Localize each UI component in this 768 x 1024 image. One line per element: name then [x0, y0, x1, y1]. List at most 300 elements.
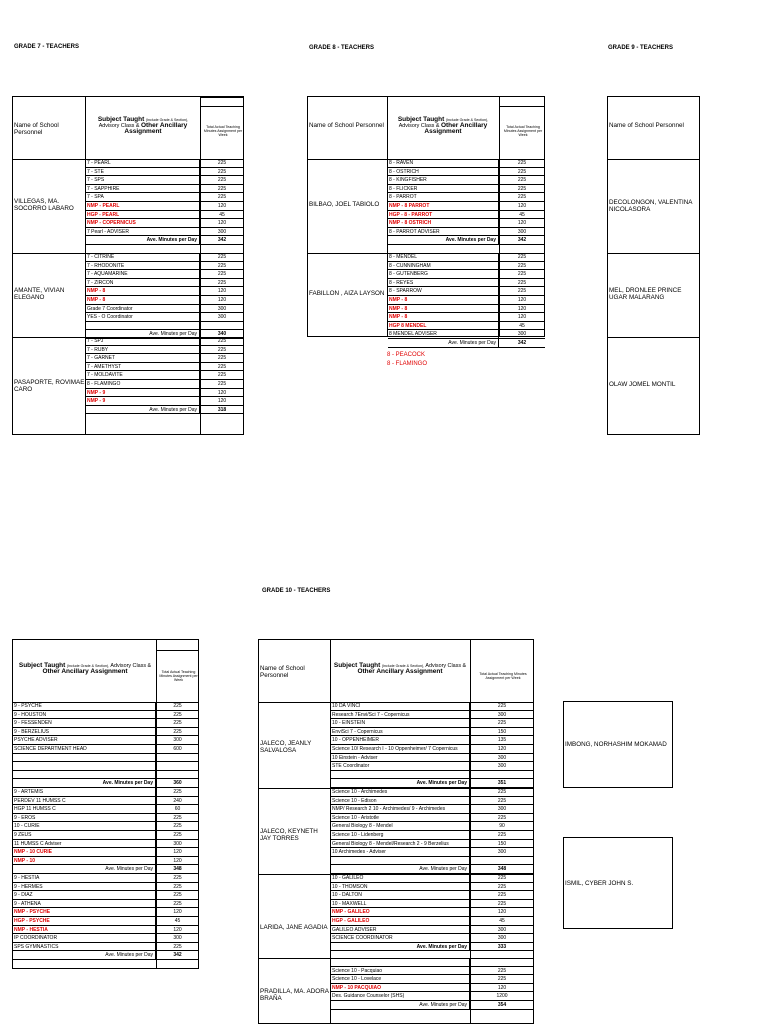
teacher-name: JALECO, JEANLY SALVALOSA: [260, 740, 312, 754]
assignment-subject: PERDEV 11 HUMSS C: [13, 797, 156, 805]
assignment-minutes: 225: [517, 168, 527, 175]
assignment-row: [86, 389, 244, 398]
assignment-subject: 9 - DIAZ: [13, 891, 156, 899]
assignment-subject: Ave. Minutes per Day: [331, 779, 470, 787]
assignment-subject: 8 - CUNNINGHAM: [388, 262, 499, 270]
assignment-minutes: 300: [173, 935, 182, 942]
assignment-row: [331, 908, 534, 917]
assignment-subject: NMP - 10 PACQUIAO: [331, 984, 470, 992]
assignment-subject: 9 - PSYCHE: [13, 702, 156, 710]
assignment-row: [86, 211, 244, 220]
assignment-minutes: 225: [497, 703, 507, 709]
average-row: [86, 406, 244, 415]
assignment-minutes: 225: [217, 262, 227, 269]
assignment-subject: 8 - RAVEN: [388, 159, 499, 167]
assignment-minutes: 225: [217, 254, 227, 260]
assignment-subject: 9 - ARTEMIS: [13, 788, 156, 796]
grade10-title: GRADE 10 - TEACHERS: [262, 588, 331, 594]
assignment-row: [331, 771, 534, 780]
assignment-subject: 8 - MENDEL: [388, 253, 499, 261]
assignment-row: [13, 943, 199, 952]
assignment-row: [331, 831, 534, 840]
assignment-minutes: 348: [173, 866, 182, 873]
assignment-row: [388, 287, 545, 296]
assignment-subject: 7 - SPS: [86, 176, 200, 184]
assignment-subject: Ave. Minutes per Day: [331, 1001, 470, 1009]
assignment-rows: [331, 702, 534, 788]
assignment-subject: 10 - THOMSON: [331, 883, 470, 891]
average-row: [13, 865, 199, 874]
assignment-subject: 8 - REYES: [388, 279, 499, 287]
average-row: [331, 779, 534, 788]
average-row: [388, 236, 545, 245]
assignment-subject: [13, 762, 156, 770]
assignment-row: [86, 253, 244, 262]
assignment-minutes: 45: [499, 917, 505, 924]
assignment-minutes: 225: [497, 892, 507, 899]
assignment-subject: 7 - AQUAMARINE: [86, 270, 200, 278]
assignment-minutes: 342: [173, 952, 182, 959]
assignment-row: [13, 908, 199, 917]
assignment-row: [331, 926, 534, 935]
assignment-minutes: 225: [497, 976, 507, 983]
assignment-minutes: 120: [497, 909, 507, 916]
assignment-row: [86, 270, 244, 279]
teacher-name: MEL, DRONLEE PRINCE UGAR MALARANG: [609, 287, 682, 301]
assignment-subject: 10 DA VINCI: [331, 702, 470, 710]
name-column-header: Name of School Personnel: [309, 122, 384, 129]
assignment-minutes: 120: [517, 305, 527, 312]
assignment-minutes: 225: [217, 185, 227, 192]
assignment-subject: General Biology 8 - Mendel: [331, 822, 470, 830]
assignment-minutes: 225: [497, 720, 507, 727]
assignment-row: [86, 202, 244, 211]
assignment-minutes: 225: [497, 900, 507, 907]
minutes-column-header: Total Actual Teaching Minutes Assignment per Week: [479, 672, 527, 680]
assignment-minutes: 120: [173, 909, 182, 916]
assignment-rows: [388, 253, 545, 348]
loose-section-list: [387, 351, 427, 369]
assignment-subject: 7 - SAPPHIRE: [86, 185, 200, 193]
assignment-row: [86, 371, 244, 380]
assignment-subject: Ave. Minutes per Day: [13, 779, 156, 787]
assignment-row: [331, 745, 534, 754]
assignment-minutes: 225: [517, 254, 527, 260]
assignment-row: [86, 313, 244, 322]
assignment-subject: 7 Pearl - ADVISER: [86, 228, 200, 236]
teacher-name: AMANTE, VIVIAN ELEGANO: [14, 287, 65, 301]
assignment-subject: 9 - ATHENA: [13, 900, 156, 908]
assignment-row: [388, 330, 545, 339]
assignment-minutes: [156, 762, 199, 770]
assignment-minutes: 225: [173, 720, 182, 727]
assignment-minutes: 225: [217, 160, 227, 166]
assignment-row: [13, 745, 199, 754]
assignment-row: [331, 874, 534, 883]
assignment-row: [13, 814, 199, 823]
assignment-subject: Science 10 - Archimedes: [331, 788, 470, 796]
assignment-minutes: 120: [217, 296, 227, 303]
assignment-row: [86, 305, 244, 314]
assignment-minutes: 300: [497, 806, 507, 813]
teacher-name: JALECO, KEYNETH JAY TORRES: [260, 828, 318, 842]
teacher-name: PRADILLA, MA. ADORA BRAÑA: [260, 988, 329, 1002]
assignment-minutes: 225: [173, 943, 182, 950]
assignment-row: [86, 262, 244, 271]
assignment-subject: HGP - GALILEO: [331, 917, 470, 925]
assignment-subject: 10 - MAXWELL: [331, 900, 470, 908]
assignment-subject: YES - O Coordinator: [86, 313, 200, 321]
assignment-minutes: 225: [217, 271, 227, 278]
assignment-row: [331, 728, 534, 737]
assignment-subject: GALILEO ADVISER: [331, 926, 470, 934]
assignment-row: [13, 917, 199, 926]
assignment-minutes: [470, 958, 534, 966]
assignment-subject: PSYCHE ADVISER: [13, 736, 156, 744]
assignment-subject: 8 - PARROT ADVISER: [388, 228, 499, 236]
assignment-subject: NMP - COPERNICUS: [86, 219, 200, 227]
assignment-row: [13, 874, 199, 883]
assignment-row: [331, 992, 534, 1001]
assignment-subject: NMP - PSYCHE: [13, 908, 156, 916]
assignment-minutes: 300: [217, 314, 227, 321]
assignment-row: [388, 296, 545, 305]
assignment-minutes: [156, 754, 199, 762]
assignment-minutes: 300: [173, 840, 182, 847]
assignment-row: [86, 287, 244, 296]
assignment-row: [388, 262, 545, 271]
assignment-minutes: 150: [497, 728, 507, 735]
assignment-row: [331, 702, 534, 711]
assignment-minutes: 300: [497, 935, 507, 942]
assignment-row: [86, 168, 244, 177]
assignment-minutes: 120: [497, 745, 507, 752]
assignment-minutes: 300: [497, 763, 507, 770]
assignment-row: [13, 728, 199, 737]
assignment-minutes: [200, 322, 244, 330]
assignment-row: [388, 279, 545, 288]
assignment-row: [388, 313, 545, 322]
assignment-minutes: 45: [174, 917, 181, 924]
assignment-minutes: 225: [497, 967, 507, 974]
assignment-subject: 7 - PEARL: [86, 159, 200, 167]
grade8-title: GRADE 8 - TEACHERS: [309, 45, 375, 51]
assignment-subject: 10 - GALILEO: [331, 874, 470, 882]
assignment-subject: 10 Einstein - Adviser: [331, 754, 470, 762]
assignment-row: [13, 891, 199, 900]
assignment-minutes: 120: [517, 314, 527, 321]
assignment-subject: Ave. Minutes per Day: [86, 236, 200, 244]
assignment-minutes: 120: [217, 398, 227, 405]
assignment-minutes: 120: [173, 926, 182, 933]
assignment-minutes: 225: [173, 875, 182, 881]
assignment-row: [86, 228, 244, 237]
assignment-subject: NMP - 8: [388, 313, 499, 321]
assignment-subject: Science 10 - Aristotle: [331, 814, 470, 822]
assignment-minutes: [470, 857, 534, 865]
assignment-rows: [331, 958, 534, 1010]
assignment-subject: Ave. Minutes per Day: [13, 951, 156, 959]
assignment-subject: 8 - SPARROW: [388, 287, 499, 295]
assignment-subject: HGP - 8 - PARROT: [388, 211, 499, 219]
assignment-minutes: 225: [517, 262, 527, 269]
assignment-subject: NMP - 8 OSTRICH: [388, 219, 499, 227]
assignment-rows: [86, 159, 244, 245]
assignment-minutes: 225: [217, 168, 227, 175]
assignment-subject: Science 10 - Edison: [331, 797, 470, 805]
assignment-row: [13, 719, 199, 728]
assignment-row: [13, 926, 199, 935]
teacher-name: BILBAO, JOEL TABIOLO: [309, 201, 380, 208]
name-column-header: Name of School Personnel: [609, 122, 684, 129]
assignment-subject: 8 - FLAMINGO: [86, 380, 200, 388]
assignment-minutes: 225: [173, 703, 182, 709]
assignment-subject: 10 Archimedes - Adviser: [331, 848, 470, 856]
assignment-minutes: 225: [497, 875, 507, 881]
average-row: [388, 339, 545, 348]
assignment-subject: NMP - 8: [388, 296, 499, 304]
assignment-subject: 7 - SPA: [86, 193, 200, 201]
assignment-row: [331, 762, 534, 771]
assignment-row: [13, 831, 199, 840]
name-column-header: Name of School Personnel: [14, 122, 59, 136]
assignment-row: [86, 337, 244, 346]
assignment-subject: EnviSci 7 - Copernicus: [331, 728, 470, 736]
assignment-minutes: 225: [173, 823, 182, 830]
assignment-row: [86, 296, 244, 305]
average-row: [13, 779, 199, 788]
assignment-row: [331, 736, 534, 745]
assignment-row: [331, 967, 534, 976]
assignment-minutes: 225: [217, 346, 227, 353]
assignment-minutes: 120: [497, 984, 507, 991]
assignment-row: [13, 848, 199, 857]
assignment-row: [388, 159, 545, 168]
assignment-minutes: 225: [517, 185, 527, 192]
subject-column-header: Subject Taught (Include Grade & Section), Advisory Class & Other Ancillary Assignment: [97, 116, 189, 135]
assignment-minutes: 225: [217, 372, 227, 379]
assignment-minutes: 360: [173, 780, 182, 787]
assignment-rows: [13, 788, 199, 874]
assignment-subject: Ave. Minutes per Day: [13, 865, 156, 873]
assignment-subject: 8 - GUTENBERG: [388, 270, 499, 278]
assignment-minutes: 225: [517, 194, 527, 201]
grade8-table: [307, 96, 545, 346]
teacher-name: IMBONG, NORHASHIM MOKAMAD: [565, 741, 667, 748]
assignment-minutes: 225: [517, 288, 527, 295]
assignment-row: [13, 702, 199, 711]
assignment-subject: 8 MENDEL ADVISER: [388, 330, 499, 338]
assignment-row: [86, 279, 244, 288]
assignment-minutes: 333: [497, 943, 507, 950]
grade10-right-box: [563, 701, 673, 788]
assignment-minutes: 1200: [496, 993, 508, 1000]
assignment-row: [86, 185, 244, 194]
assignment-minutes: 225: [217, 177, 227, 184]
teacher-name: PASAPORTE, ROVIMAE CARO: [14, 379, 85, 393]
average-row: [86, 236, 244, 245]
average-row: [331, 943, 534, 952]
assignment-minutes: 340: [217, 331, 227, 338]
assignment-subject: NMP - 8 PARROT: [388, 202, 499, 210]
assignment-subject: Ave. Minutes per Day: [331, 943, 470, 951]
grade10-right-box: [563, 837, 673, 929]
assignment-rows: [86, 337, 244, 414]
assignment-subject: STE Coordinator: [331, 762, 470, 770]
assignment-row: [331, 805, 534, 814]
assignment-minutes: 120: [217, 220, 227, 227]
assignment-row: [331, 719, 534, 728]
assignment-minutes: 225: [497, 831, 507, 838]
assignment-subject: 7 - RHODONITE: [86, 262, 200, 270]
grade10-left-table: [12, 639, 199, 969]
assignment-row: [331, 900, 534, 909]
assignment-minutes: 120: [517, 202, 527, 209]
assignment-minutes: 225: [497, 883, 507, 890]
assignment-minutes: 135: [497, 737, 507, 744]
assignment-minutes: 225: [517, 160, 527, 166]
assignment-subject: NMP - 9: [86, 397, 200, 405]
assignment-subject: Ave. Minutes per Day: [388, 236, 499, 244]
assignment-minutes: 120: [173, 857, 182, 864]
teacher-name: DECOLONGON, VALENTINA NICOLASORA: [609, 199, 693, 213]
assignment-subject: 7 - GARNET: [86, 354, 200, 362]
assignment-minutes: 225: [173, 883, 182, 890]
assignment-minutes: 225: [173, 711, 182, 718]
assignment-subject: [331, 958, 470, 966]
assignment-row: [388, 228, 545, 237]
assignment-minutes: 342: [517, 339, 527, 346]
assignment-rows: [331, 788, 534, 874]
assignment-subject: 9 - BERZELIUS: [13, 728, 156, 736]
assignment-subject: 10 - OPPENHEIMER: [331, 736, 470, 744]
average-row: [13, 951, 199, 960]
assignment-minutes: 300: [217, 305, 227, 312]
assignment-minutes: 300: [497, 849, 507, 856]
assignment-minutes: 225: [173, 831, 182, 838]
assignment-row: [331, 857, 534, 866]
assignment-row: [331, 848, 534, 857]
assignment-minutes: 225: [173, 814, 182, 821]
assignment-subject: NMP - 10 CURIE: [13, 848, 156, 856]
assignment-subject: NMP - 8: [86, 287, 200, 295]
teacher-name: LARIDA, JANE AGADIA: [260, 924, 328, 931]
assignment-subject: Ave. Minutes per Day: [86, 330, 200, 338]
assignment-row: [13, 736, 199, 745]
assignment-minutes: 225: [217, 355, 227, 362]
assignment-subject: Ave. Minutes per Day: [331, 865, 470, 873]
assignment-row: [331, 822, 534, 831]
assignment-row: [331, 984, 534, 993]
assignment-subject: SCIENCE COORDINATOR: [331, 934, 470, 942]
assignment-row: [86, 363, 244, 372]
assignment-row: [13, 805, 199, 814]
assignment-row: [331, 797, 534, 806]
assignment-subject: 7 - MOLDAVITE: [86, 371, 200, 379]
assignment-rows: [86, 253, 244, 339]
assignment-row: [13, 934, 199, 943]
assignment-subject: NMP - GALILEO: [331, 908, 470, 916]
assignment-subject: Science 10 - Lovelace: [331, 975, 470, 983]
teacher-name: VILLEGAS, MA. SOCORRO LABARO: [14, 198, 74, 212]
assignment-subject: NMP - 8: [388, 305, 499, 313]
assignment-subject: 8 - FLICKER: [388, 185, 499, 193]
assignment-minutes: 225: [217, 380, 227, 387]
assignment-subject: HGP - PSYCHE: [13, 917, 156, 925]
assignment-subject: Ave. Minutes per Day: [388, 339, 499, 347]
assignment-minutes: 318: [217, 406, 227, 413]
assignment-minutes: 225: [497, 797, 507, 804]
assignment-subject: 7 - AMETHYST: [86, 363, 200, 371]
assignment-subject: 7 - RUBY: [86, 346, 200, 354]
teacher-name: ISMIL, CYBER JOHN S.: [565, 880, 634, 887]
minutes-column-header: Total Actual Teaching Minutes Assignment per Week: [503, 125, 543, 137]
assignment-minutes: 225: [497, 814, 507, 821]
assignment-row: [331, 958, 534, 967]
assignment-minutes: 300: [217, 228, 227, 235]
assignment-row: [13, 840, 199, 849]
assignment-subject: NMP - 9: [86, 389, 200, 397]
assignment-minutes: [470, 771, 534, 779]
assignment-subject: 9 - HERMES: [13, 883, 156, 891]
minutes-column-header: Total Actual Teaching Minutes Assignment per Week: [159, 670, 198, 682]
assignment-subject: 8 - OSTRICH: [388, 168, 499, 176]
assignment-row: [13, 711, 199, 720]
assignment-subject: [13, 754, 156, 762]
assignment-row: [331, 917, 534, 926]
assignment-row: [86, 354, 244, 363]
assignment-minutes: 225: [173, 892, 182, 899]
assignment-rows: [13, 702, 199, 788]
assignment-row: [388, 305, 545, 314]
assignment-minutes: 225: [173, 900, 182, 907]
average-row: [331, 865, 534, 874]
assignment-minutes: 225: [517, 279, 527, 286]
assignment-subject: 10 - CURIE: [13, 822, 156, 830]
assignment-row: [13, 857, 199, 866]
average-row: [331, 1001, 534, 1010]
assignment-row: [388, 185, 545, 194]
assignment-minutes: 354: [497, 1001, 507, 1008]
assignment-subject: Science 10 - Pacquiao: [331, 967, 470, 975]
assignment-row: [331, 975, 534, 984]
assignment-subject: 9 ZEUS: [13, 831, 156, 839]
assignment-row: [13, 900, 199, 909]
assignment-subject: 11 HUMSS C Adviser: [13, 840, 156, 848]
assignment-row: [331, 711, 534, 720]
grade7-table: [12, 96, 244, 435]
assignment-minutes: 225: [173, 728, 182, 735]
assignment-row: [13, 788, 199, 797]
assignment-subject: 7 - CITRINE: [86, 253, 200, 261]
assignment-minutes: 225: [217, 363, 227, 370]
assignment-subject: NMP - PEARL: [86, 202, 200, 210]
assignment-subject: Grade 7 Coordinator: [86, 305, 200, 313]
assignment-subject: 9 - EROS: [13, 814, 156, 822]
assignment-minutes: 300: [173, 737, 182, 744]
assignment-subject: SCIENCE DEPARTMENT HEAD: [13, 745, 156, 753]
assignment-row: [13, 883, 199, 892]
assignment-minutes: 120: [517, 296, 527, 303]
assignment-subject: 7 - SPJ: [86, 337, 200, 345]
assignment-subject: Science 10 - Lidenberg: [331, 831, 470, 839]
assignment-row: [388, 211, 545, 220]
assignment-subject: 8 - PARROT: [388, 193, 499, 201]
assignment-row: [388, 202, 545, 211]
assignment-subject: 9 - HOUSTON: [13, 711, 156, 719]
assignment-row: [13, 822, 199, 831]
assignment-minutes: 342: [517, 237, 527, 244]
